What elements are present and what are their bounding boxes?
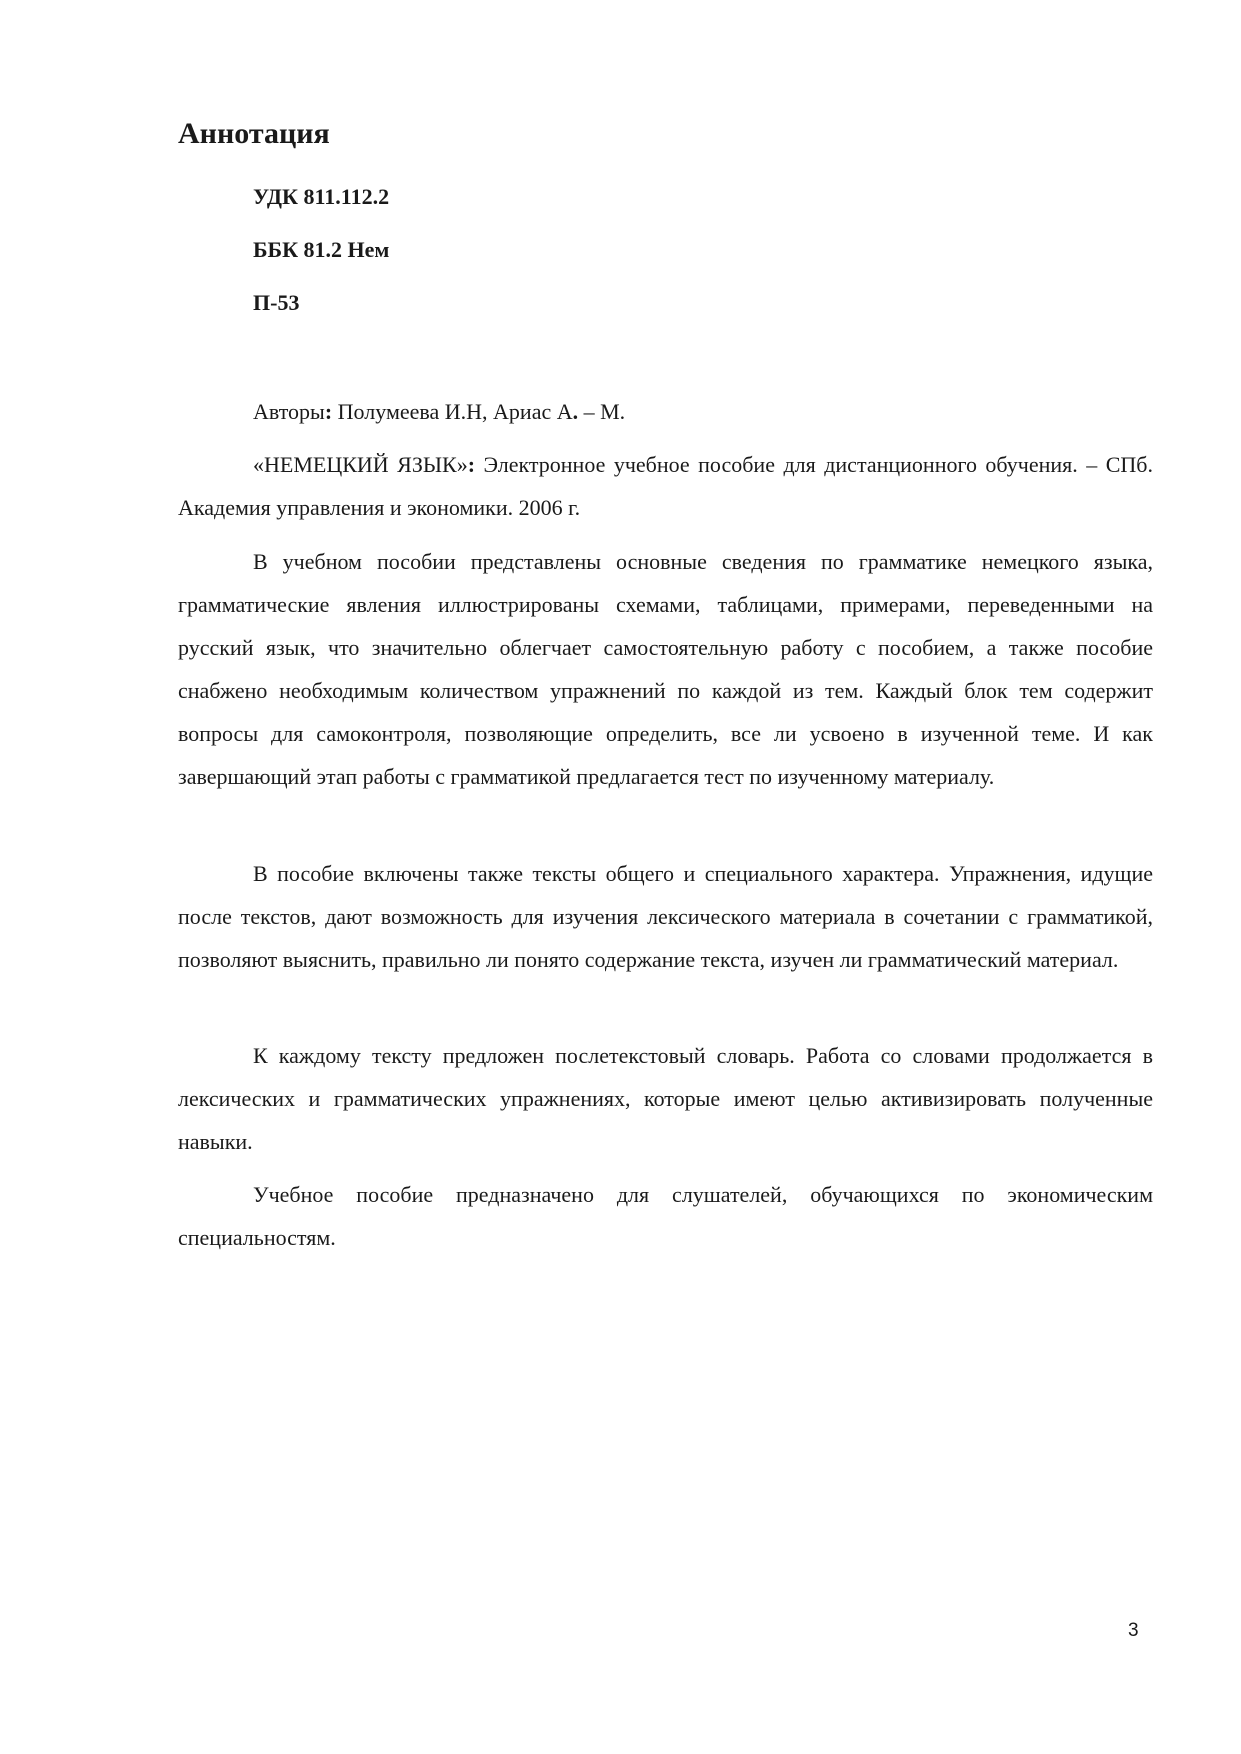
annotation-paragraph: Учебное пособие предназначено для слушателей, обучающихся по экономическим специальностям. [178, 1182, 1153, 1250]
authors-dot: . [572, 399, 579, 424]
annotation-paragraph: В учебном пособии представлены основные сведения по грамматике немецкого языка, грамматические явления иллюстрированы схемами, таблицами, примерами, переведенными на русский язык, что значительно облегчает самостоятельную работу с пособием, а также пособие снабжено необходимым количеством упражнений по каждой из тем. Каждый блок тем содержит вопросы для самоконтроля, позволяющие определить, все ли усвоено в изученной теме. И как завершающий этап работы с грамматикой предлагается тест по изученному материалу. [178, 549, 1153, 789]
book-description: Электронное учебное пособие для дистанционного обучения. – СПб. Академия управления и экономики. 2006 г. [178, 452, 1153, 520]
bbk-code: ББК 81.2 Нем [253, 237, 390, 262]
authors-city: – М. [578, 399, 626, 424]
annotation-paragraph: В пособие включены также тексты общего и специального характера. Упражнения, идущие после текстов, дают возможность для изучения лексического материала в сочетании с грамматикой, позволяют выяснить, правильно ли понято содержание текста, изучен ли грамматический материал. [178, 861, 1153, 972]
annotation-paragraph: К каждому тексту предложен послетекстовый словарь. Работа со словами продолжается в лексических и грамматических упражнениях, которые имеют целью активизировать полученные навыки. [178, 1043, 1153, 1154]
authors-names: Полумеева И.Н, Ариас А [332, 399, 573, 424]
book-title: «НЕМЕЦКИЙ ЯЗЫК» [253, 452, 468, 477]
authors-colon: : [324, 399, 333, 424]
authors-label: Авторы [253, 399, 325, 424]
bibliographic-entry [178, 443, 1153, 529]
udk-code: УДК 811.112.2 [253, 184, 390, 209]
page-number: 3 [1128, 1620, 1139, 1641]
book-title-colon: : [467, 452, 476, 477]
author-index-code: П-53 [253, 290, 300, 315]
authors-line [178, 390, 1153, 433]
page-title: Аннотация [178, 117, 330, 150]
